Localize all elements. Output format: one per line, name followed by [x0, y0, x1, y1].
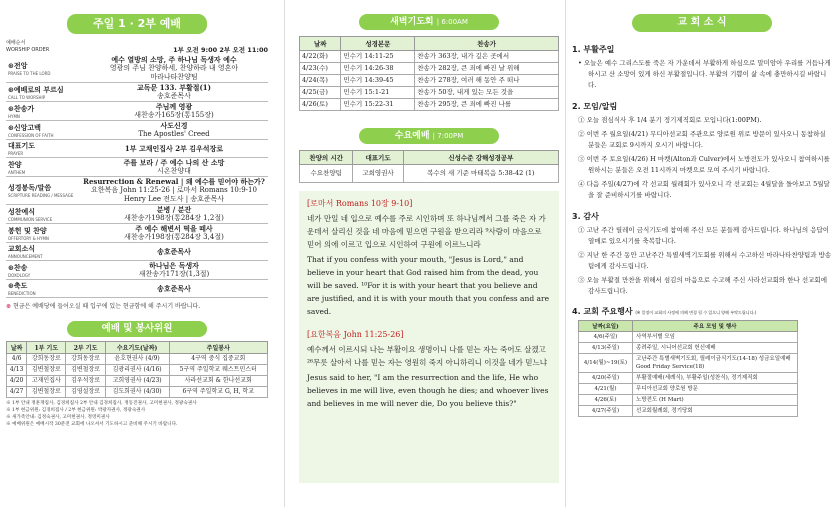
column-divider	[565, 0, 566, 507]
order-row	[6, 243, 268, 261]
order-line: 송호준목사	[157, 92, 191, 100]
dawn-cell: 찬송가 363장, 내가 깊은 곳에서	[415, 51, 559, 63]
order-line: 새찬송가165장(통155장)	[134, 111, 214, 119]
service-header: 수요기도(날짜)	[105, 342, 169, 354]
order-table	[6, 55, 268, 298]
service-row	[7, 365, 268, 376]
verse-ref-2: [요한복음 John 11:25-26]	[307, 330, 404, 339]
news-item: ② 지난 한 주간 동안 고난주간 특별새벽기도회를 위해서 수고하신 마라나타찬양팀과 방송팀에게 감사드립니다.	[578, 251, 832, 270]
dawn-header: 날짜	[300, 37, 341, 51]
order-line: 송호준목사	[157, 247, 191, 256]
event-row	[579, 406, 798, 417]
footer-line: ※ 1부 안내 정훈재집사, 김경희집사 2부 안내 김경희집사, 정동진권사, 고미현권사, 정광숙권사	[6, 401, 197, 406]
dawn-cell: 민수기 15:1-21	[341, 87, 415, 99]
events-header: 주요 모임 및 행사	[633, 321, 798, 332]
news-item: ② 이번 주 월요일(4/21) 무디아선교회 주관으로 양로원 위로 방문이 있사오니 동참하실 분들은 교회로 9시까지 오시기 바랍니다.	[578, 130, 826, 149]
order-line: Henry Lee 전도사 | 송호준목사	[123, 195, 225, 203]
order-label-cell	[6, 205, 80, 224]
order-label-cell	[6, 121, 80, 140]
event-row	[579, 395, 798, 406]
event-cell: 선교회월례회, 정기당회	[633, 406, 798, 417]
order-content-cell	[80, 158, 268, 177]
order-row	[6, 83, 268, 102]
service-footer	[6, 400, 268, 428]
service-cell: 4/27	[7, 387, 27, 398]
column-divider	[284, 0, 285, 507]
order-line: Resurrection & Renewal | 왜 예수를 믿어야 하는가?	[83, 177, 265, 186]
dawn-cell: 찬송가 295장, 큰 죄에 빠진 나를	[415, 99, 559, 111]
event-cell: 노방전도 (H Mart)	[633, 395, 798, 406]
order-label-cell	[6, 158, 80, 177]
service-header: 주일봉사	[169, 342, 267, 354]
service-cell: 김광리권사 (4/16)	[105, 365, 169, 376]
dawn-cell: 4/24(목)	[300, 75, 341, 87]
dawn-cell: 4/23(수)	[300, 63, 341, 75]
order-label-cell	[6, 83, 80, 102]
order-row	[6, 224, 268, 243]
order-line: 하나님은 독생자	[149, 261, 199, 270]
service-cell: 고재인집사	[27, 376, 66, 387]
order-line: 사도신경	[160, 121, 188, 130]
order-line: 예수 열방의 소망, 주 하나님 독생자 예수	[111, 55, 237, 64]
dawn-row	[300, 63, 559, 75]
service-table	[6, 341, 268, 398]
dawn-header-row	[300, 37, 559, 51]
service-cell: 고희영권사 (4/23)	[105, 376, 169, 387]
news-item: • 오늘은 예수 그리스도를 죽은 자 가운데서 부활하게 하심으로 말미암아 우리를 거듭나게 하시고 산 소망이 있게 하신 부활절입니다. 부활의 기쁨이 삶 속에 충만하시길 바랍니다.	[578, 59, 831, 89]
offering-note: ⊛ 현금은 예배당에 들어오실 때 입구에 있는 현금함에 해 주시기 바랍니다.	[6, 303, 201, 310]
order-line: 마라나타찬양팀	[150, 73, 198, 81]
dawn-header: 찬송가	[415, 37, 559, 51]
dawn-cell: 민수기 14:26-38	[341, 63, 415, 75]
wednesday-header: 찬양의 시간	[300, 151, 353, 165]
service-header-row	[7, 342, 268, 354]
event-row	[579, 354, 798, 373]
service-cell: 김변철장로	[27, 365, 66, 376]
service-cell: 사라선교회 & 한나선교회	[169, 376, 267, 387]
order-item-en: ANTHEM	[8, 169, 26, 175]
order-line: 분병 / 분잔	[156, 205, 192, 214]
order-item-en: COMMUNION SERVICE	[8, 216, 53, 222]
dawn-cell: 민수기 14:39-45	[341, 75, 415, 87]
footer-line: ※ 예배위원은 예배시작 30분전 교회에 나오셔서 기도하시고 준비해 주시기 바랍니다.	[6, 422, 178, 427]
order-content-cell	[80, 140, 268, 158]
dawn-cell: 4/25(금)	[300, 87, 341, 99]
order-item-ko: 성찬예식	[8, 207, 36, 216]
event-cell: 사역부서별 모임	[633, 332, 798, 343]
order-label-cell	[6, 243, 80, 261]
order-item-ko: 성경봉독/말씀	[8, 184, 52, 192]
order-line: 교독문 133. 부활절(1)	[137, 83, 211, 92]
news-section-4: 4. 교회 주요행사 (※ 일정이 교회의 사정에 의해 변경 될 수 있으니 양해 부탁드립니다.)	[572, 307, 757, 316]
news-item: ③ 이번 주 토요일(4/26) H 마켓(Alton과 Culver)에서 노방전도가 있사오니 참여하시를 원하시는 분들은 오전 11시까지 마켓으로 모여 주시기 바랍니다.	[578, 155, 830, 174]
news-section-1: 1. 부활주일	[572, 45, 615, 54]
order-item-ko: 대표기도	[8, 142, 36, 150]
worship-title: 주일 1 · 2부 예배	[67, 14, 207, 34]
service-cell: 김영설장로	[66, 387, 105, 398]
order-item-ko: 찬양	[8, 160, 22, 169]
verse-ko-1: 네가 만일 네 입으로 예수를 주로 시인하며 또 하나님께서 그를 죽은 자 가운데서 살리신 것을 네 마음에 믿으면 구원을 받으리라 ⁹사람이 마음으로 믿어 의에 이르고 입으로 시인하여 구원에 이르느니라	[307, 214, 546, 249]
service-header: 1부 기도	[27, 342, 66, 354]
order-row	[6, 102, 268, 121]
order-line: 새찬송가198장(통284장 1,2절)	[124, 214, 224, 222]
news-section-3: 3. 감사	[572, 212, 599, 221]
order-line: 주 예수 해변서 떡을 떼사	[135, 224, 213, 233]
order-item-ko: ⊛찬송	[8, 263, 28, 272]
order-item-ko: 봉헌 및 찬양	[8, 226, 47, 235]
order-row	[6, 158, 268, 177]
service-cell: 윤호현권사 (4/9)	[105, 354, 169, 365]
event-row	[579, 373, 798, 384]
dawn-table	[299, 36, 559, 111]
wednesday-cell: 고희영권사	[353, 165, 403, 183]
dawn-cell: 찬송가 282장, 큰 죄에 빠진 날 위해	[415, 63, 559, 75]
order-content-cell	[80, 102, 268, 121]
event-cell: 고난주간 특별새벽기도회, 릴레이금식기도(14-18) 성금요일예배 Good Friday Service(18)	[633, 354, 798, 373]
dawn-title: 새벽기도회 | 6:00AM	[359, 14, 499, 30]
service-cell: 6구역 주일학교 G, H, 학교	[169, 387, 267, 398]
order-content-cell	[80, 243, 268, 261]
order-item-en: SCRIPTURE READING / MESSAGE	[8, 193, 74, 198]
order-line: 시온찬양대	[157, 167, 191, 175]
order-line: 1부 고채인집사 2부 김우석장로	[124, 144, 224, 153]
news-item: ④ 다음 주일(4/27)에 각 선교회 월례회가 있사오니 각 선교회는 4월달을 돌아보고 5월달을 잘 준비하시기를 바랍니다.	[578, 180, 830, 199]
order-item-en: BENEDICTION	[8, 291, 36, 296]
news-item: ① 오늘 점심식사 후 1/4 분기 정기제직회로 모입니다(1:00PM).	[578, 116, 762, 124]
news-section-2: 2. 모임/알림	[572, 102, 618, 111]
verse-box	[299, 191, 559, 483]
service-title: 예배 및 봉사위원	[67, 321, 207, 337]
event-cell: 4/21(월)	[579, 384, 633, 395]
order-label-cell	[6, 224, 80, 243]
order-item-en: HYMN	[8, 113, 20, 119]
order-label-cell	[6, 177, 80, 205]
wednesday-table	[299, 150, 559, 183]
news-item: ③ 오늘 부활절 만찬을 위해서 섬김의 마음으로 수고해 주신 사라선교회와 한나 선교회에 감사드립니다.	[578, 276, 827, 295]
news-column	[572, 0, 832, 417]
order-item-en: ANNOUNCEMENT	[8, 254, 43, 259]
events-table	[578, 320, 798, 417]
service-cell: 강희동장로	[66, 354, 105, 365]
event-cell: 4/20(주일)	[579, 373, 633, 384]
order-item-en: OFFERTORY & HYMN	[8, 235, 49, 241]
order-label-cell	[6, 280, 80, 298]
order-item-en: CALL TO WORSHIP	[8, 94, 46, 100]
events-header: 날짜(요일)	[579, 321, 633, 332]
event-cell: 4/13(주일)	[579, 343, 633, 354]
order-content-cell	[80, 177, 268, 205]
dawn-row	[300, 75, 559, 87]
order-line: 영광의 주님 찬양하세, 찬양하라 내 영혼아	[109, 64, 239, 72]
service-row	[7, 354, 268, 365]
dawn-cell: 4/22(화)	[300, 51, 341, 63]
section-3-items	[572, 225, 832, 297]
verse-ref-1: [로마서 Romans 10장 9-10]	[307, 199, 413, 208]
service-cell: 김변철장로	[66, 365, 105, 376]
section-1-items	[572, 58, 832, 91]
order-label-cell	[6, 102, 80, 121]
service-cell: 김변철장로	[27, 387, 66, 398]
dawn-row	[300, 87, 559, 99]
order-row	[6, 280, 268, 298]
order-row	[6, 177, 268, 205]
wednesday-row	[300, 165, 559, 183]
service-cell: 김도희권사 (4/30)	[105, 387, 169, 398]
event-row	[579, 332, 798, 343]
order-line: The Apostles' Creed	[138, 130, 210, 138]
section-2-items	[572, 115, 832, 201]
wednesday-cell: 수요찬양팀	[300, 165, 353, 183]
event-cell: 4/14(월)~19(토)	[579, 354, 633, 373]
order-item-en: PRAYER	[8, 151, 24, 156]
dawn-cell: 민수기 14:11-25	[341, 51, 415, 63]
order-line: 요한복음 John 11:25-26 | 로마서 Romans 10:9-10	[91, 186, 257, 194]
service-cell: 4/6	[7, 354, 27, 365]
order-row	[6, 140, 268, 158]
order-content-cell	[80, 121, 268, 140]
dawn-cell: 찬송가 50장, 내게 있는 모든 것을	[415, 87, 559, 99]
order-item-en: CONFESSION OF FAITH	[8, 132, 54, 138]
order-label-cell	[6, 55, 80, 83]
event-cell: 4/6(주일)	[579, 332, 633, 343]
event-cell: 4/26(토)	[579, 395, 633, 406]
wednesday-header: 대표기도	[353, 151, 403, 165]
order-content-cell	[80, 224, 268, 243]
worship-column	[6, 0, 268, 428]
dawn-row	[300, 99, 559, 111]
service-row	[7, 387, 268, 398]
news-item: ① 고난 주간 릴레이 금식기도에 참여해 주신 모든 분들께 감사드립니다. 하나님의 응답이 열매로 있으시기를 축복합니다.	[578, 226, 830, 245]
service-cell: 강희동장로	[27, 354, 66, 365]
order-item-ko: ⊛신앙고백	[8, 123, 41, 132]
event-row	[579, 343, 798, 354]
dawn-cell: 찬송가 278장, 여러 해 동안 주 떠나	[415, 75, 559, 87]
dawn-row	[300, 51, 559, 63]
order-content-cell	[80, 280, 268, 298]
dawn-column	[299, 0, 559, 483]
order-item-ko: ⊛축도	[8, 282, 28, 290]
service-cell: 4/20	[7, 376, 27, 387]
wednesday-title: 수요예배 | 7:00PM	[359, 128, 499, 144]
order-label-cell	[6, 261, 80, 280]
service-cell: 4/13	[7, 365, 27, 376]
order-item-en: DOXOLOGY	[8, 272, 31, 278]
order-item-en: PRAISE TO THE LORD	[8, 71, 51, 76]
order-content-cell	[80, 55, 268, 83]
dawn-cell: 민수기 15:22-31	[341, 99, 415, 111]
order-item-ko: ⊛전앙	[8, 62, 28, 70]
order-row	[6, 261, 268, 280]
order-row	[6, 55, 268, 83]
wednesday-header-row	[300, 151, 559, 165]
dawn-cell: 4/26(토)	[300, 99, 341, 111]
order-content-cell	[80, 261, 268, 280]
event-cell: 무디아선교회 양로원 방문	[633, 384, 798, 395]
service-row	[7, 376, 268, 387]
service-cell: 5구역 주일학교 웨스트민스터	[169, 365, 267, 376]
order-item-ko: ⊛찬송가	[8, 104, 35, 113]
event-cell: 종려주일, 시니어선교회 헌신예배	[633, 343, 798, 354]
verse-ko-2: 예수께서 이르시되 나는 부활이요 생명이니 나를 믿는 자는 죽어도 살겠고 ²⁶무릇 살아서 나를 믿는 자는 영원히 죽지 아니하리니 이것을 네가 믿느냐	[307, 345, 547, 367]
order-row	[6, 121, 268, 140]
order-label: 예배순서	[6, 40, 26, 46]
footer-line: ※ 1부 현금위원: 김경희집사 / 2부 현금위원: 박광자권사, 정광숙권사	[6, 408, 146, 413]
verse-en-1: That if you confess with your mouth, "Jesus is Lord," and believe in your heart that God raised him from the dead, you will be saved. ¹⁰For it is with your heart that you believe and are justified, and it is with your mouth that you confess and are saved.	[307, 255, 550, 316]
order-item-ko: 교회소식	[8, 245, 36, 253]
events-header-row	[579, 321, 798, 332]
order-line: 주님께 영광	[155, 102, 193, 111]
order-row	[6, 205, 268, 224]
order-line: 송호준목사	[157, 284, 191, 293]
order-line: 새찬송가198장(통284장 3,4절)	[124, 233, 224, 241]
order-label-en: WORSHIP ORDER	[6, 47, 50, 53]
footer-line: ※ 새가족안내: 김정숙권사, 고미현권사, 정영미권사	[6, 415, 110, 420]
order-item-ko: ⊛예배로의 부르심	[8, 85, 64, 94]
service-cell: 김우석장로	[66, 376, 105, 387]
service-header: 날짜	[7, 342, 27, 354]
service-cell: 4구역 중식 집중교회	[169, 354, 267, 365]
dawn-header: 성경본문	[341, 37, 415, 51]
news-title: 교 회 소 식	[632, 14, 772, 32]
order-label-cell	[6, 140, 80, 158]
event-row	[579, 384, 798, 395]
order-content-cell	[80, 205, 268, 224]
service-header: 2부 기도	[66, 342, 105, 354]
order-line: 주를 보라 / 주 예수 나의 산 소망	[123, 158, 225, 167]
order-line: 새찬송가171장(1,3절)	[138, 270, 210, 278]
wednesday-cell: 복수의 새 기준 마태복음 5:38-42 (1)	[403, 165, 558, 183]
service-times: 1부 오전 9:00 2부 오전 11:00	[173, 46, 268, 54]
wednesday-header: 신성수준 강해성경공부	[403, 151, 558, 165]
order-content-cell	[80, 83, 268, 102]
event-cell: 부활절예배(세례식), 부활주일(성찬식), 정기제직회	[633, 373, 798, 384]
event-cell: 4/27(주일)	[579, 406, 633, 417]
verse-en-2: Jesus said to her, "I am the resurrection and the life, He who believes in me will live, even though he dies; and whoever lives and believes in me will never die, Do you believe this?"	[307, 373, 549, 408]
